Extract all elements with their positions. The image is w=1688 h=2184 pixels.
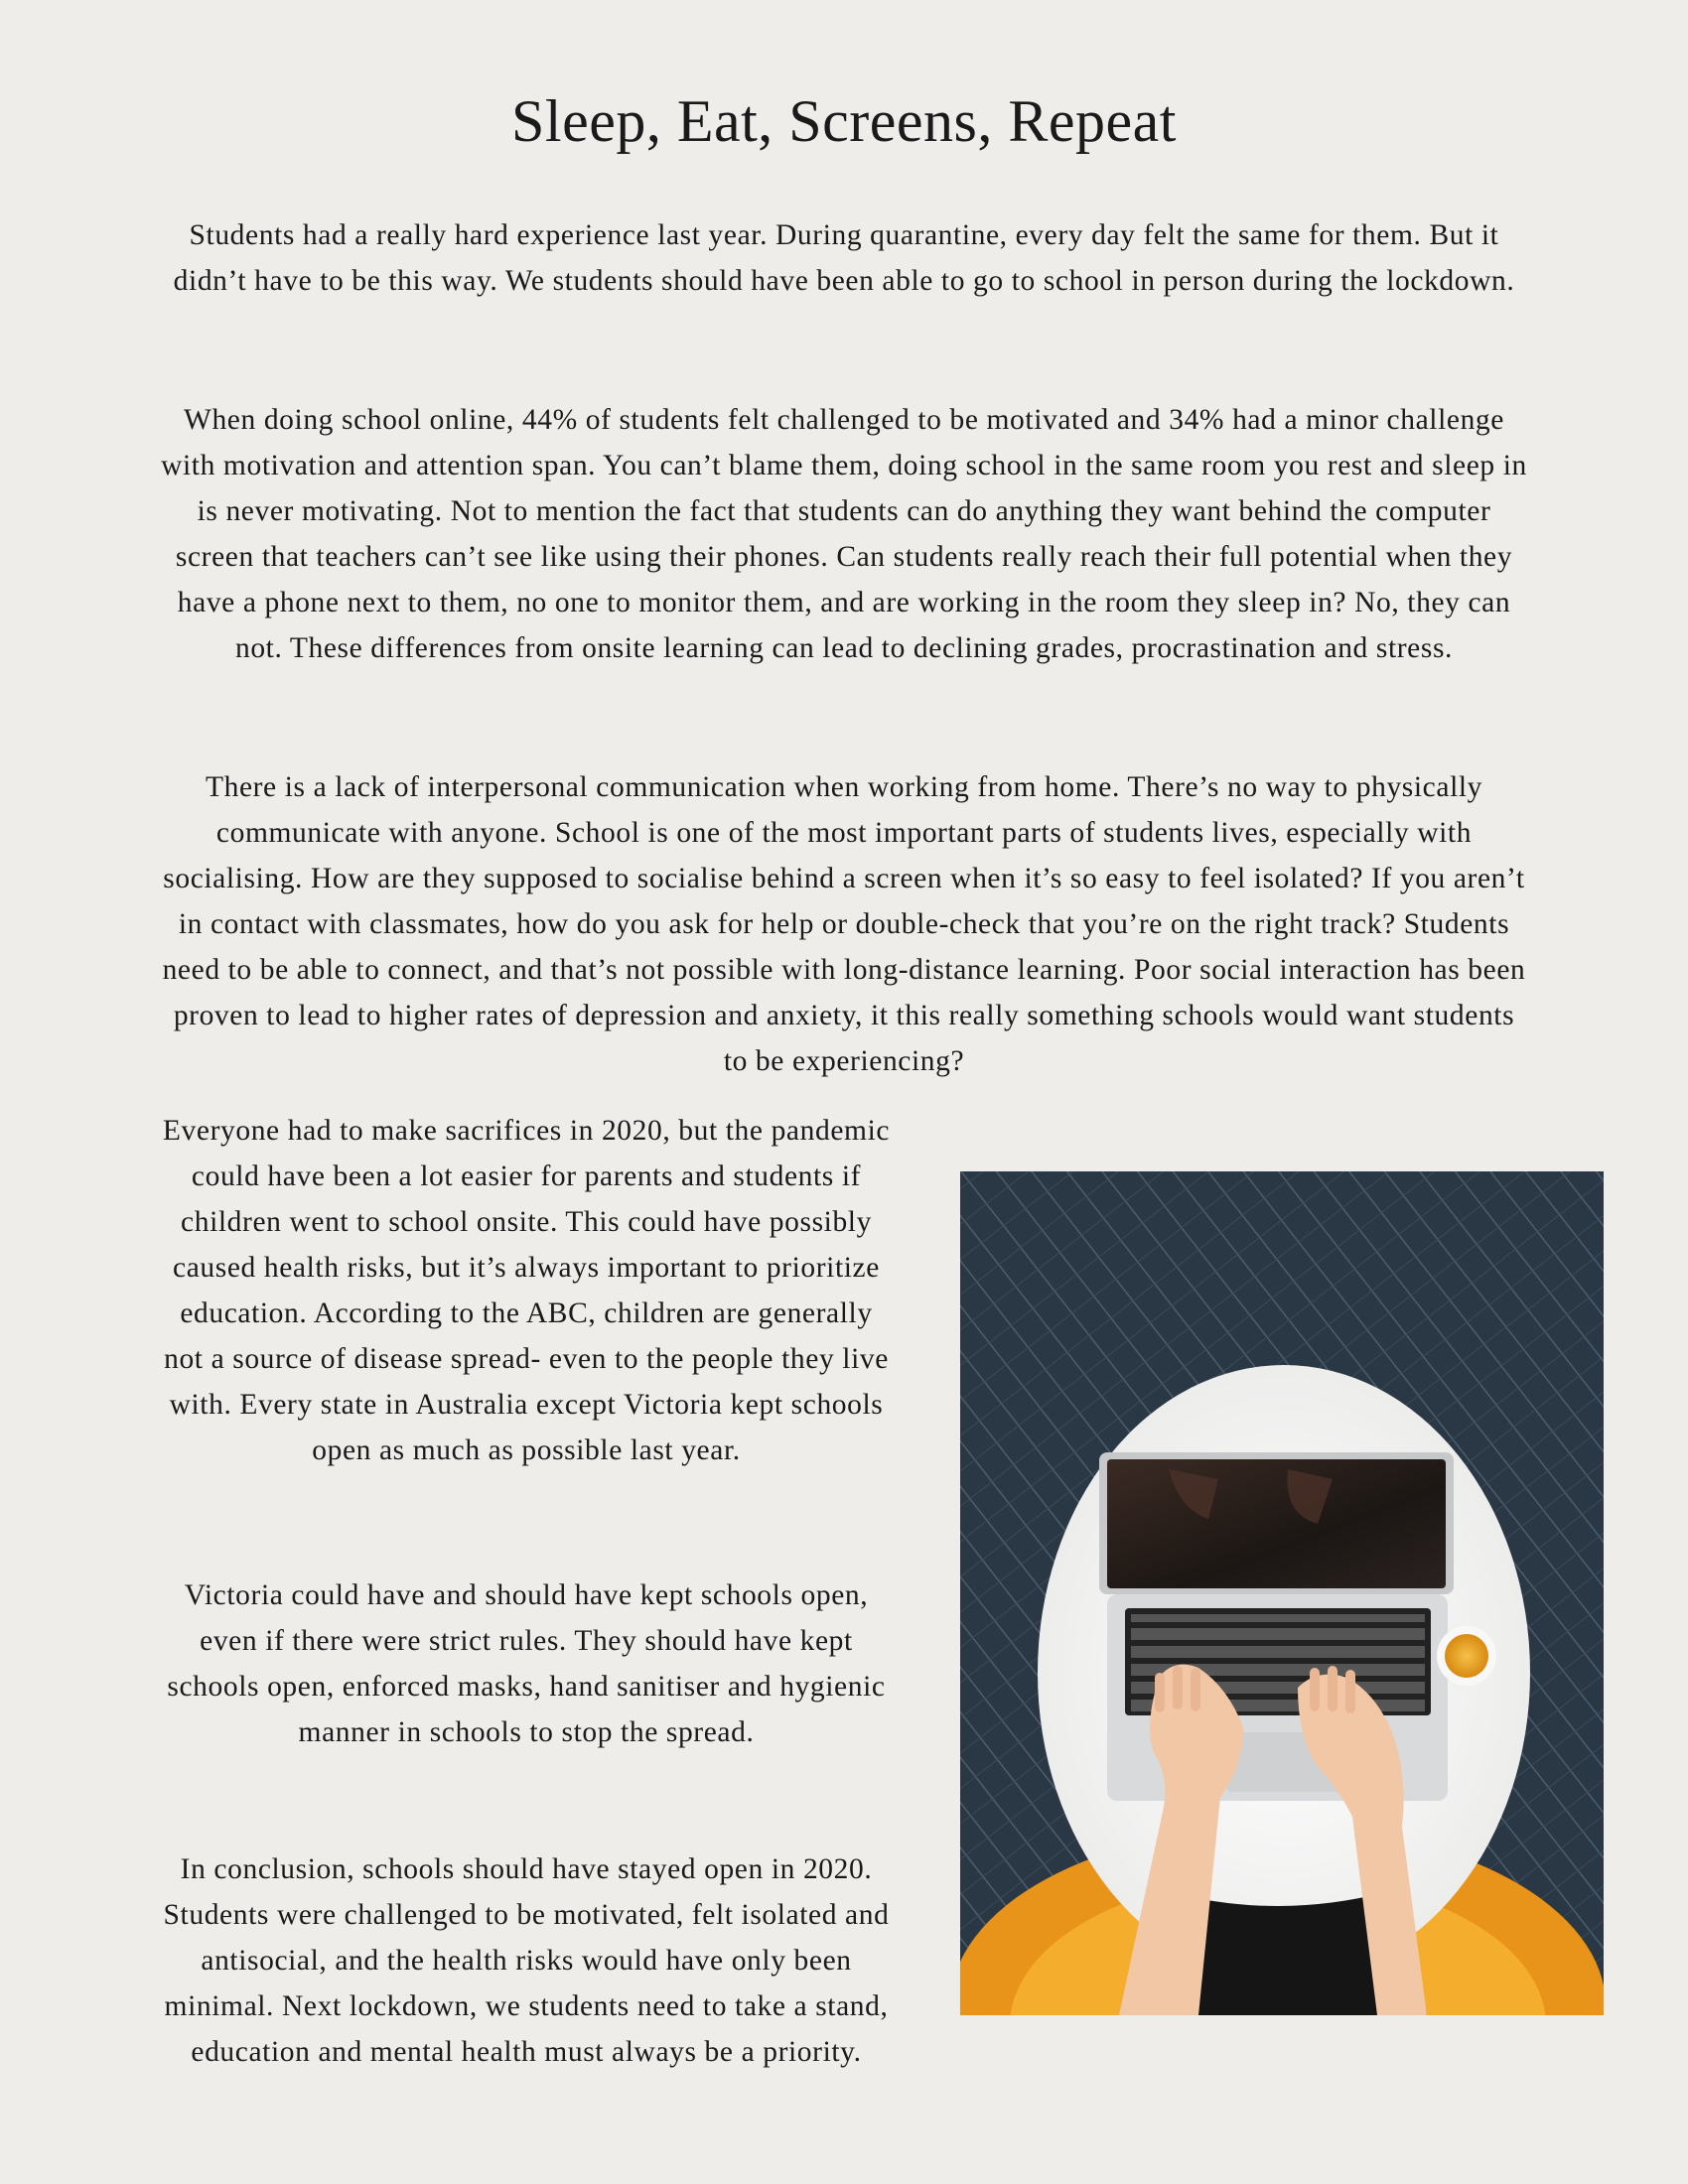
- victoria-paragraph: Victoria could have and should have kept schools open, even if there were strict rules. They should have kept schools open, enforced masks, hand sanitiser and hygienic manner in schools to stop the spread.: [167, 1579, 886, 1748]
- laptop-on-table-photo-icon: [960, 1171, 1604, 2015]
- sacrifices-paragraph: Everyone had to make sacrifices in 2020, but the pandemic could have been a lot easier for parents and students if children went to school onsite. This could have possibly caused health risks, but it’s always important to prioritize education. According to the ABC, children are generally not a source of disease spread- even to the people they live with. Every state in Australia except Victoria kept schools open as much as possible last year.: [162, 1115, 891, 1466]
- intro-paragraph: Students had a really hard experience last year. During quarantine, every day felt the same for them. But it didn’t have to be this way. We students should have been able to go to school in person during the lockdown.: [173, 219, 1515, 297]
- motivation-paragraph: When doing school online, 44% of students felt challenged to be motivated and 34% had a minor challenge with motivation and attention span. You can’t blame them, doing school in the same room you rest and sleep in is never motivating. Not to mention the fact that students can do anything they want behind the computer screen that teachers can’t see like using their phones. Can students really reach their full potential when they have a phone next to them, no one to monitor them, and are working in the room they sleep in? No, they can not. These differences from onsite learning can lead to declining grades, procrastination and stress.: [161, 404, 1527, 664]
- conclusion-paragraph: In conclusion, schools should have stayed open in 2020. Students were challenged to be motivated, felt isolated and antisocial, and the health risks would have only been minimal. Next lockdown, we students need to take a stand, education and mental health must always be a priority.: [163, 1853, 890, 2068]
- communication-paragraph: There is a lack of interpersonal communication when working from home. There’s no way to physically communicate with anyone. School is one of the most important parts of students lives, especially with socialising. How are they supposed to socialise behind a screen when it’s so easy to feel isolated? If you aren’t in contact with classmates, how do you ask for help or double-check that you’re on the right track? Students need to be able to connect, and that’s not possible with long-distance learning. Poor social interaction has been proven to lead to higher rates of depression and anxiety, it this really something schools would want students to be experiencing?: [162, 771, 1526, 1077]
- article-title: Sleep, Eat, Screens, Repeat: [511, 88, 1177, 154]
